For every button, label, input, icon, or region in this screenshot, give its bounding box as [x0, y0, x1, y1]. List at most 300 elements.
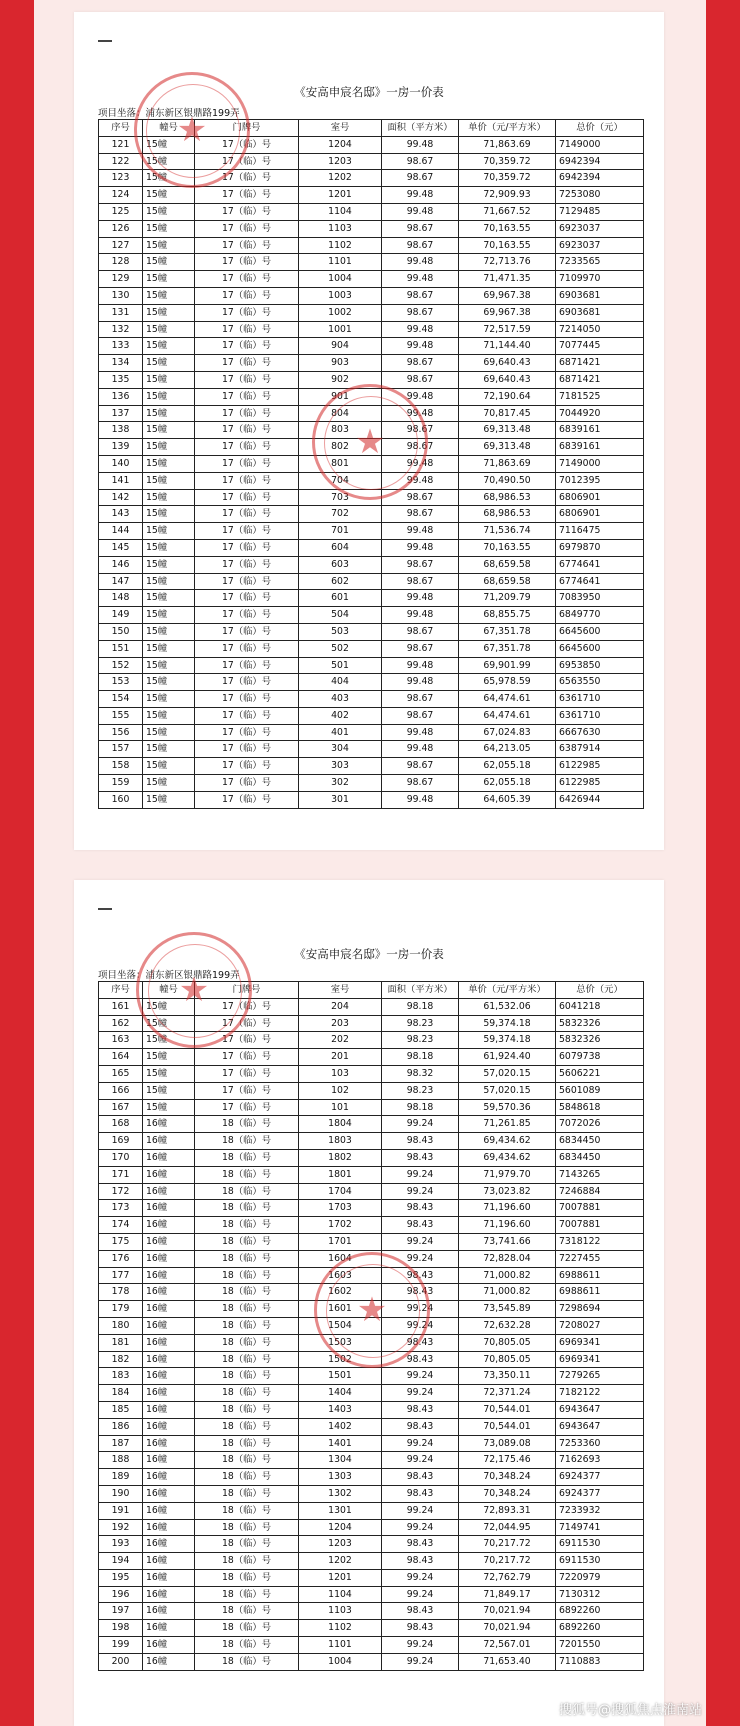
cell-doorplate: 18（临）号: [195, 1217, 299, 1234]
cell-building: 16幢: [143, 1385, 195, 1402]
cell-unit-price: 69,313.48: [459, 439, 556, 456]
cell-unit-price: 72,762.79: [459, 1569, 556, 1586]
cell-area: 99.24: [382, 1317, 459, 1334]
cell-room: 1501: [299, 1368, 382, 1385]
cell-total-price: 7149741: [556, 1519, 644, 1536]
cell-index: 178: [99, 1284, 143, 1301]
cell-total-price: 7129485: [556, 203, 644, 220]
cell-total-price: 6839161: [556, 422, 644, 439]
price-table: [98, 981, 644, 1671]
cell-room: 402: [299, 707, 382, 724]
cell-area: 99.48: [382, 539, 459, 556]
cell-doorplate: 17（临）号: [195, 439, 299, 456]
cell-room: 1204: [299, 1519, 382, 1536]
col-header-building: 幢号: [143, 982, 195, 999]
cell-building: 16幢: [143, 1200, 195, 1217]
cell-unit-price: 68,659.58: [459, 573, 556, 590]
cell-building: 15幢: [143, 1099, 195, 1116]
cell-doorplate: 18（临）号: [195, 1166, 299, 1183]
cell-doorplate: 17（临）号: [195, 220, 299, 237]
table-row: [99, 1351, 644, 1368]
cell-building: 15幢: [143, 590, 195, 607]
table-row: [99, 1065, 644, 1082]
cell-room: 704: [299, 472, 382, 489]
cell-unit-price: 72,190.64: [459, 388, 556, 405]
cell-index: 156: [99, 724, 143, 741]
table-row: [99, 1418, 644, 1435]
cell-doorplate: 18（临）号: [195, 1317, 299, 1334]
cell-room: 304: [299, 741, 382, 758]
cell-index: 179: [99, 1301, 143, 1318]
cell-unit-price: 59,570.36: [459, 1099, 556, 1116]
cell-index: 129: [99, 271, 143, 288]
table-row: [99, 1385, 644, 1402]
cell-doorplate: 18（临）号: [195, 1149, 299, 1166]
cell-unit-price: 67,351.78: [459, 623, 556, 640]
cell-unit-price: 62,055.18: [459, 775, 556, 792]
project-address: 项目坐落：浦东新区银鼎路199弄: [98, 970, 240, 981]
cell-index: 181: [99, 1334, 143, 1351]
cell-unit-price: 72,632.28: [459, 1317, 556, 1334]
cell-unit-price: 71,979.70: [459, 1166, 556, 1183]
cell-doorplate: 18（临）号: [195, 1553, 299, 1570]
table-row: [99, 203, 644, 220]
cell-index: 153: [99, 674, 143, 691]
table-row: [99, 1620, 644, 1637]
cell-area: 98.18: [382, 1099, 459, 1116]
cell-doorplate: 17（临）号: [195, 506, 299, 523]
cell-building: 15幢: [143, 170, 195, 187]
cell-unit-price: 69,434.62: [459, 1133, 556, 1150]
table-header: [99, 982, 644, 999]
cell-unit-price: 70,805.05: [459, 1334, 556, 1351]
cell-doorplate: 17（临）号: [195, 775, 299, 792]
cell-total-price: 7318122: [556, 1233, 644, 1250]
cell-unit-price: 70,163.55: [459, 539, 556, 556]
cell-doorplate: 17（临）号: [195, 187, 299, 204]
cell-total-price: 6563550: [556, 674, 644, 691]
cell-building: 15幢: [143, 1065, 195, 1082]
cell-building: 15幢: [143, 674, 195, 691]
cell-area: 99.48: [382, 791, 459, 808]
cell-index: 127: [99, 237, 143, 254]
cell-area: 99.48: [382, 321, 459, 338]
cell-index: 195: [99, 1569, 143, 1586]
cell-building: 16幢: [143, 1485, 195, 1502]
cell-room: 603: [299, 556, 382, 573]
cell-area: 98.67: [382, 237, 459, 254]
cell-doorplate: 18（临）号: [195, 1385, 299, 1402]
table-row: [99, 187, 644, 204]
cell-unit-price: 71,653.40: [459, 1653, 556, 1670]
table-row: [99, 775, 644, 792]
cell-building: 16幢: [143, 1317, 195, 1334]
cell-index: 160: [99, 791, 143, 808]
cell-room: 702: [299, 506, 382, 523]
cell-area: 99.24: [382, 1183, 459, 1200]
table-row: [99, 1284, 644, 1301]
project-address: 项目坐落：浦东新区银鼎路199弄: [98, 108, 240, 119]
cell-room: 1004: [299, 271, 382, 288]
cell-index: 143: [99, 506, 143, 523]
cell-total-price: 6924377: [556, 1485, 644, 1502]
cell-doorplate: 17（临）号: [195, 707, 299, 724]
cell-total-price: 7143265: [556, 1166, 644, 1183]
cell-index: 184: [99, 1385, 143, 1402]
cell-total-price: 6942394: [556, 153, 644, 170]
cell-building: 16幢: [143, 1301, 195, 1318]
cell-area: 98.43: [382, 1469, 459, 1486]
cell-total-price: 7130312: [556, 1586, 644, 1603]
cell-total-price: 6969341: [556, 1334, 644, 1351]
table-row: [99, 355, 644, 372]
cell-total-price: 7253360: [556, 1435, 644, 1452]
cell-unit-price: 69,967.38: [459, 304, 556, 321]
cell-room: 203: [299, 1015, 382, 1032]
cell-index: 146: [99, 556, 143, 573]
table-row: [99, 1553, 644, 1570]
cell-room: 1101: [299, 254, 382, 271]
table-row: [99, 136, 644, 153]
cell-area: 98.18: [382, 1049, 459, 1066]
table-row: [99, 506, 644, 523]
cell-total-price: 7083950: [556, 590, 644, 607]
cell-building: 15幢: [143, 791, 195, 808]
cell-index: 170: [99, 1149, 143, 1166]
cell-unit-price: 70,817.45: [459, 405, 556, 422]
cell-total-price: 7233565: [556, 254, 644, 271]
cell-building: 16幢: [143, 1553, 195, 1570]
table-row: [99, 439, 644, 456]
cell-room: 302: [299, 775, 382, 792]
cell-unit-price: 71,667.52: [459, 203, 556, 220]
cell-doorplate: 17（临）号: [195, 523, 299, 540]
cell-area: 98.67: [382, 220, 459, 237]
cell-area: 99.48: [382, 472, 459, 489]
cell-building: 15幢: [143, 439, 195, 456]
cell-index: 189: [99, 1469, 143, 1486]
cell-area: 98.67: [382, 371, 459, 388]
cell-index: 191: [99, 1502, 143, 1519]
cell-building: 16幢: [143, 1166, 195, 1183]
cell-room: 1404: [299, 1385, 382, 1402]
cell-index: 169: [99, 1133, 143, 1150]
cell-index: 121: [99, 136, 143, 153]
cell-building: 16幢: [143, 1536, 195, 1553]
cell-doorplate: 17（临）号: [195, 271, 299, 288]
cell-unit-price: 69,640.43: [459, 371, 556, 388]
col-header-area: 面积（平方米）: [382, 120, 459, 137]
cell-room: 1203: [299, 153, 382, 170]
cell-total-price: 6892260: [556, 1620, 644, 1637]
cell-building: 15幢: [143, 371, 195, 388]
table-row: [99, 1485, 644, 1502]
cell-index: 130: [99, 287, 143, 304]
cell-area: 99.48: [382, 254, 459, 271]
price-table: [98, 119, 644, 809]
cell-room: 1603: [299, 1267, 382, 1284]
cell-total-price: 6969341: [556, 1351, 644, 1368]
cell-index: 126: [99, 220, 143, 237]
cell-room: 903: [299, 355, 382, 372]
table-row: [99, 1502, 644, 1519]
cell-doorplate: 17（临）号: [195, 371, 299, 388]
cell-building: 16幢: [143, 1569, 195, 1586]
cell-index: 171: [99, 1166, 143, 1183]
cell-doorplate: 17（临）号: [195, 1032, 299, 1049]
table-row: [99, 405, 644, 422]
cell-unit-price: 62,055.18: [459, 758, 556, 775]
cell-unit-price: 70,348.24: [459, 1485, 556, 1502]
cell-index: 166: [99, 1082, 143, 1099]
cell-room: 101: [299, 1099, 382, 1116]
cell-room: 1003: [299, 287, 382, 304]
col-header-room: 室号: [299, 982, 382, 999]
cell-building: 15幢: [143, 489, 195, 506]
cell-total-price: 5848618: [556, 1099, 644, 1116]
cell-room: 1403: [299, 1401, 382, 1418]
table-row: [99, 741, 644, 758]
cell-total-price: 5606221: [556, 1065, 644, 1082]
cell-building: 15幢: [143, 623, 195, 640]
cell-building: 15幢: [143, 220, 195, 237]
table-row: [99, 287, 644, 304]
cell-unit-price: 70,348.24: [459, 1469, 556, 1486]
cell-index: 132: [99, 321, 143, 338]
cell-doorplate: 17（临）号: [195, 136, 299, 153]
cell-area: 99.48: [382, 388, 459, 405]
cell-total-price: 6645600: [556, 623, 644, 640]
cell-index: 157: [99, 741, 143, 758]
cell-index: 190: [99, 1485, 143, 1502]
cell-room: 1601: [299, 1301, 382, 1318]
cell-building: 15幢: [143, 153, 195, 170]
cell-area: 98.67: [382, 170, 459, 187]
cell-index: 152: [99, 657, 143, 674]
cell-building: 15幢: [143, 707, 195, 724]
table-body: [99, 136, 644, 808]
cell-doorplate: 18（临）号: [195, 1368, 299, 1385]
cell-area: 98.43: [382, 1149, 459, 1166]
cell-building: 15幢: [143, 775, 195, 792]
cell-unit-price: 70,163.55: [459, 237, 556, 254]
cell-total-price: 6943647: [556, 1418, 644, 1435]
cell-area: 99.24: [382, 1502, 459, 1519]
table-row: [99, 573, 644, 590]
cell-index: 134: [99, 355, 143, 372]
cell-doorplate: 17（临）号: [195, 724, 299, 741]
cell-building: 15幢: [143, 691, 195, 708]
cell-unit-price: 64,213.05: [459, 741, 556, 758]
cell-total-price: 7214050: [556, 321, 644, 338]
cell-unit-price: 73,089.08: [459, 1435, 556, 1452]
cell-doorplate: 17（临）号: [195, 489, 299, 506]
cell-doorplate: 17（临）号: [195, 203, 299, 220]
sheet-mark: [98, 908, 112, 910]
cell-area: 99.24: [382, 1586, 459, 1603]
table-header: [99, 120, 644, 137]
cell-area: 98.67: [382, 506, 459, 523]
table-row: [99, 237, 644, 254]
cell-unit-price: 73,350.11: [459, 1368, 556, 1385]
cell-doorplate: 18（临）号: [195, 1569, 299, 1586]
cell-room: 1503: [299, 1334, 382, 1351]
cell-room: 1102: [299, 1620, 382, 1637]
cell-total-price: 5832326: [556, 1032, 644, 1049]
table-row: [99, 1603, 644, 1620]
cell-total-price: 7149000: [556, 136, 644, 153]
cell-room: 1101: [299, 1637, 382, 1654]
cell-index: 165: [99, 1065, 143, 1082]
cell-area: 98.67: [382, 439, 459, 456]
cell-doorplate: 18（临）号: [195, 1250, 299, 1267]
table-row: [99, 1015, 644, 1032]
cell-area: 99.48: [382, 136, 459, 153]
cell-index: 138: [99, 422, 143, 439]
cell-total-price: 6834450: [556, 1149, 644, 1166]
doc-title: 《安高申宸名邸》一房一价表: [294, 947, 444, 961]
cell-unit-price: 71,196.60: [459, 1217, 556, 1234]
cell-total-price: 7012395: [556, 472, 644, 489]
cell-doorplate: 18（临）号: [195, 1284, 299, 1301]
cell-index: 144: [99, 523, 143, 540]
cell-total-price: 7077445: [556, 338, 644, 355]
cell-building: 16幢: [143, 1469, 195, 1486]
cell-unit-price: 70,359.72: [459, 170, 556, 187]
table-row: [99, 1183, 644, 1200]
cell-unit-price: 68,855.75: [459, 607, 556, 624]
cell-index: 123: [99, 170, 143, 187]
table-row: [99, 422, 644, 439]
cell-building: 16幢: [143, 1637, 195, 1654]
cell-doorplate: 17（临）号: [195, 338, 299, 355]
cell-unit-price: 71,196.60: [459, 1200, 556, 1217]
cell-index: 199: [99, 1637, 143, 1654]
cell-building: 16幢: [143, 1401, 195, 1418]
cell-area: 98.67: [382, 287, 459, 304]
cell-doorplate: 17（临）号: [195, 1065, 299, 1082]
cell-doorplate: 18（临）号: [195, 1133, 299, 1150]
cell-room: 1701: [299, 1233, 382, 1250]
cell-unit-price: 73,545.89: [459, 1301, 556, 1318]
cell-building: 15幢: [143, 1032, 195, 1049]
table-row: [99, 1401, 644, 1418]
cell-area: 98.32: [382, 1065, 459, 1082]
table-row: [99, 170, 644, 187]
right-red-border: [706, 0, 740, 1726]
cell-area: 98.43: [382, 1217, 459, 1234]
cell-building: 15幢: [143, 422, 195, 439]
cell-unit-price: 69,434.62: [459, 1149, 556, 1166]
cell-building: 16幢: [143, 1334, 195, 1351]
cell-room: 1201: [299, 1569, 382, 1586]
cell-index: 131: [99, 304, 143, 321]
cell-area: 98.43: [382, 1284, 459, 1301]
cell-doorplate: 17（临）号: [195, 791, 299, 808]
cell-doorplate: 17（临）号: [195, 691, 299, 708]
cell-total-price: 7007881: [556, 1200, 644, 1217]
table-row: [99, 1469, 644, 1486]
cell-index: 139: [99, 439, 143, 456]
table-row: [99, 472, 644, 489]
col-header-room: 室号: [299, 120, 382, 137]
cell-doorplate: 18（临）号: [195, 1233, 299, 1250]
cell-doorplate: 17（临）号: [195, 1099, 299, 1116]
cell-room: 201: [299, 1049, 382, 1066]
cell-building: 15幢: [143, 998, 195, 1015]
cell-unit-price: 72,893.31: [459, 1502, 556, 1519]
cell-doorplate: 18（临）号: [195, 1586, 299, 1603]
cell-building: 15幢: [143, 271, 195, 288]
cell-unit-price: 59,374.18: [459, 1032, 556, 1049]
cell-index: 177: [99, 1267, 143, 1284]
col-header-index: 序号: [99, 982, 143, 999]
cell-room: 1103: [299, 1603, 382, 1620]
table-row: [99, 1452, 644, 1469]
cell-total-price: 7253080: [556, 187, 644, 204]
cell-index: 172: [99, 1183, 143, 1200]
table-row: [99, 1217, 644, 1234]
cell-index: 161: [99, 998, 143, 1015]
cell-building: 15幢: [143, 640, 195, 657]
cell-index: 137: [99, 405, 143, 422]
cell-area: 98.67: [382, 573, 459, 590]
cell-unit-price: 71,000.82: [459, 1267, 556, 1284]
cell-total-price: 7181525: [556, 388, 644, 405]
cell-total-price: 6871421: [556, 371, 644, 388]
cell-area: 99.24: [382, 1233, 459, 1250]
cell-building: 15幢: [143, 523, 195, 540]
cell-building: 15幢: [143, 237, 195, 254]
cell-room: 503: [299, 623, 382, 640]
cell-doorplate: 18（临）号: [195, 1200, 299, 1217]
cell-unit-price: 70,359.72: [459, 153, 556, 170]
seal-star-icon: ★: [176, 110, 208, 150]
cell-room: 901: [299, 388, 382, 405]
cell-index: 192: [99, 1519, 143, 1536]
cell-index: 198: [99, 1620, 143, 1637]
cell-unit-price: 65,978.59: [459, 674, 556, 691]
cell-unit-price: 71,863.69: [459, 455, 556, 472]
table-row: [99, 254, 644, 271]
cell-room: 1103: [299, 220, 382, 237]
col-header-total-price: 总价（元）: [556, 120, 644, 137]
cell-index: 174: [99, 1217, 143, 1234]
col-header-unit-price: 单价（元/平方米）: [459, 982, 556, 999]
col-header-doorplate: 门牌号: [195, 120, 299, 137]
cell-area: 98.23: [382, 1032, 459, 1049]
cell-area: 99.48: [382, 203, 459, 220]
cell-total-price: 6667630: [556, 724, 644, 741]
cell-doorplate: 17（临）号: [195, 287, 299, 304]
cell-unit-price: 71,209.79: [459, 590, 556, 607]
cell-area: 99.24: [382, 1569, 459, 1586]
left-red-border: [0, 0, 34, 1726]
cell-index: 183: [99, 1368, 143, 1385]
cell-unit-price: 59,374.18: [459, 1015, 556, 1032]
cell-building: 15幢: [143, 287, 195, 304]
cell-doorplate: 18（临）号: [195, 1435, 299, 1452]
col-header-doorplate: 门牌号: [195, 982, 299, 999]
cell-room: 1001: [299, 321, 382, 338]
cell-index: 151: [99, 640, 143, 657]
cell-unit-price: 70,163.55: [459, 220, 556, 237]
table-row: [99, 271, 644, 288]
table-row: [99, 657, 644, 674]
cell-doorplate: 17（临）号: [195, 321, 299, 338]
cell-total-price: 6122985: [556, 775, 644, 792]
cell-room: 902: [299, 371, 382, 388]
